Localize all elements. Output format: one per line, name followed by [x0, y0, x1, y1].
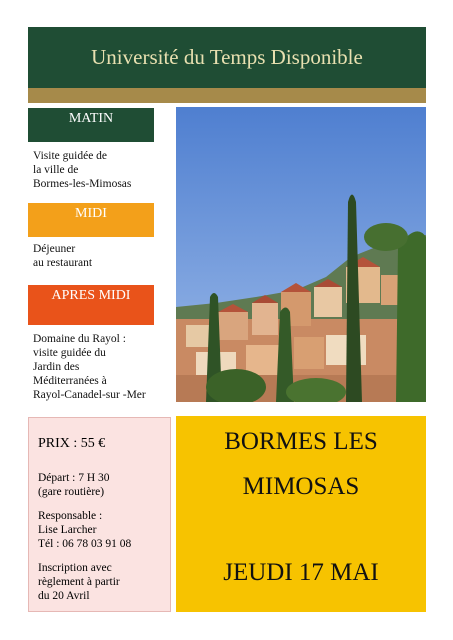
- contact-line: Responsable :: [38, 510, 103, 522]
- apres-midi-line: Méditerranées à: [33, 375, 107, 387]
- registration-line: Inscription avec: [38, 562, 112, 574]
- departure-info: [38, 471, 110, 499]
- event-place-line1: BORMES LES: [224, 428, 378, 455]
- midi-label: MIDI: [28, 203, 154, 237]
- page-title: Université du Temps Disponible: [28, 27, 426, 88]
- contact-line: Tél : 06 78 03 91 08: [38, 538, 132, 550]
- apres-midi-line: Domaine du Rayol :: [33, 333, 126, 345]
- apres-midi-description: [33, 332, 158, 402]
- midi-line: Déjeuner: [33, 243, 76, 255]
- midi-line: au restaurant: [33, 257, 93, 269]
- matin-description: [33, 149, 158, 191]
- matin-label: MATIN: [28, 108, 154, 142]
- departure-line: Départ : 7 H 30: [38, 472, 110, 484]
- apres-midi-label: APRES MIDI: [28, 285, 154, 325]
- matin-line: Visite guidée de: [33, 150, 108, 162]
- event-date: JEUDI 17 MAI: [223, 559, 379, 586]
- event-box: [176, 416, 426, 612]
- apres-midi-line: Jardin des: [33, 361, 80, 373]
- registration-line: règlement à partir: [38, 576, 120, 588]
- event-place-line2: MIMOSAS: [242, 473, 360, 500]
- registration-info: [38, 561, 120, 603]
- contact-line: Lise Larcher: [38, 524, 97, 536]
- apres-midi-line: visite guidée du: [33, 347, 106, 359]
- info-box: [28, 417, 171, 612]
- contact-info: [38, 509, 131, 551]
- matin-line: Bormes-les-Mimosas: [33, 178, 132, 190]
- matin-line: la ville de: [33, 164, 79, 176]
- gold-divider: [28, 88, 426, 103]
- apres-midi-line: Rayol-Canadel-sur -Mer: [33, 389, 146, 401]
- village-view-image: [176, 107, 426, 402]
- departure-line: (gare routière): [38, 486, 105, 498]
- registration-line: du 20 Avril: [38, 590, 90, 602]
- midi-description: [33, 242, 158, 270]
- price: PRIX : 55 €: [38, 436, 106, 451]
